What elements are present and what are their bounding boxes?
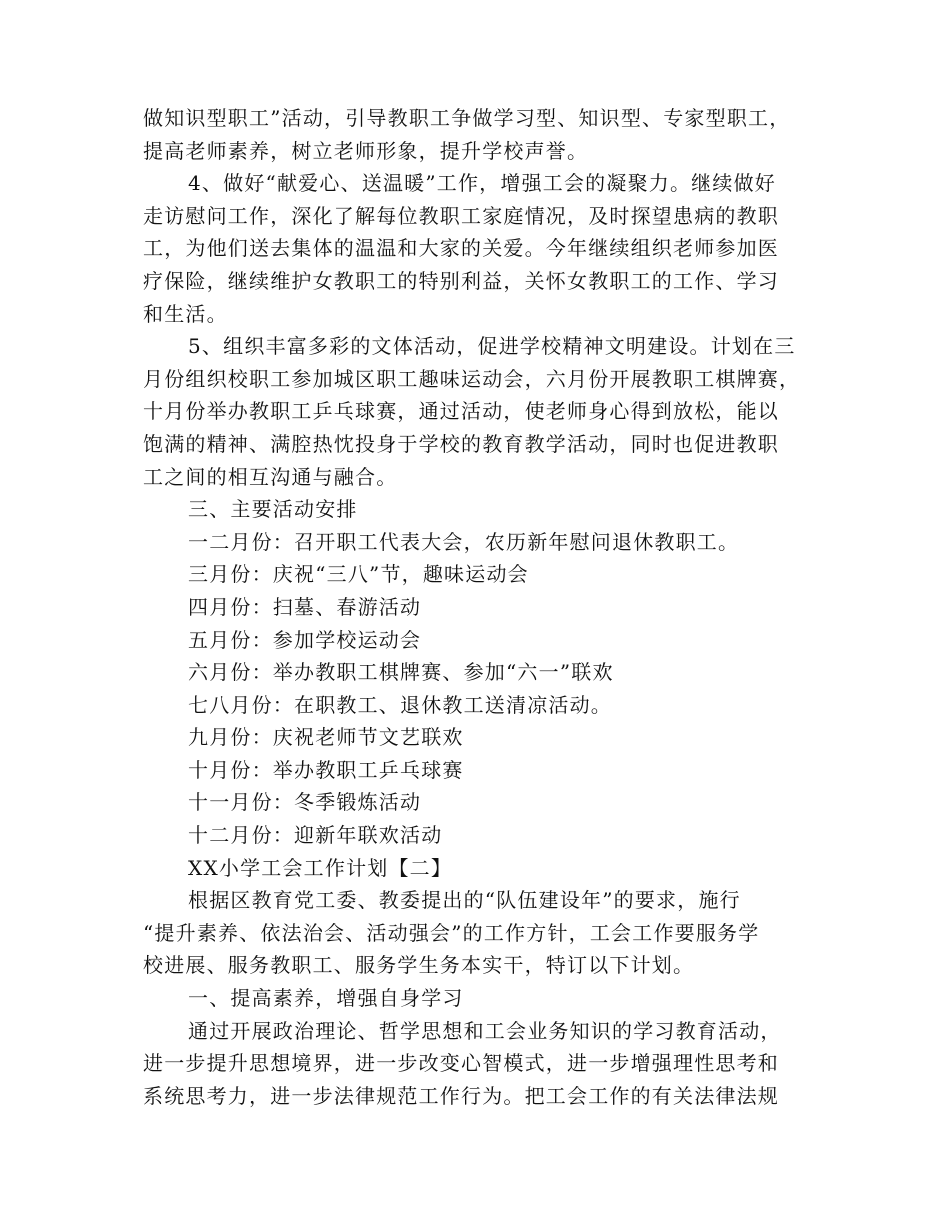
text-line: 饱满的精神、满腔热忱投身于学校的教育教学活动，同时也促进教职 [143,431,779,456]
text-line: 进一步提升思想境界，进一步改变心智模式，进一步增强理性思考和 [143,1051,779,1076]
text-line: “提升素养、依法治会、活动强会”的工作方针，工会工作要服务学 [143,920,760,945]
text-line: 工之间的相互沟通与融合。 [143,464,398,489]
text-line: 5、组织丰富多彩的文体活动，促进学校精神文明建设。计划在三 [188,334,796,359]
text-line: 十一月份：冬季锻炼活动 [188,790,422,815]
text-line: 十月份举办教职工乒乓球赛，通过活动，使老师身心得到放松，能以 [143,399,779,424]
text-line: 六月份：举办教职工棋牌赛、参加“六一”联欢 [188,660,614,685]
text-line: 做知识型职工”活动，引导教职工争做学习型、知识型、专家型职工， [143,106,791,130]
text-line: 系统思考力，进一步法律规范工作行为。把工会工作的有关法律法规 [143,1083,779,1108]
text-line: 工，为他们送去集体的温温和大家的关爱。今年继续组织老师参加医 [143,236,779,261]
text-line: 月份组织校职工参加城区职工趣味运动会，六月份开展教职工棋牌赛， [143,366,801,391]
text-line: XX小学工会工作计划【二】 [188,855,453,880]
text-line: 十月份：举办教职工乒乓球赛 [188,757,464,782]
text-line: 四月份：扫墓、春游活动 [188,594,422,619]
document-body [143,102,808,1112]
text-line: 九月份：庆祝老师节文艺联欢 [188,725,464,750]
text-line: 十二月份：迎新年联欢活动 [188,823,443,848]
text-line: 走访慰问工作，深化了解每位教职工家庭情况，及时探望患病的教职 [143,203,779,228]
text-line: 疗保险，继续维护女教职工的特别利益，关怀女教职工的工作、学习 [143,268,779,293]
text-line: 七八月份：在职教工、退休教工送清凉活动。 [188,692,612,717]
text-line: 和生活。 [143,301,228,326]
text-line: 三月份：庆祝“三八”节，趣味运动会 [188,562,529,587]
text-line: 三、主要活动安排 [188,497,358,522]
text-line: 五月份：参加学校运动会 [188,627,422,652]
text-line: 根据区教育党工委、教委提出的“队伍建设年”的要求，施行 [188,888,741,913]
text-line: 校进展、服务教职工、服务学生务本实干，特订以下计划。 [143,953,695,978]
text-line: 一、提高素养，增强自身学习 [188,986,464,1011]
text-line: 提高老师素养，树立老师形象，提升学校声誉。 [143,138,589,163]
text-line: 一二月份：召开职工代表大会，农历新年慰问退休教职工。 [188,529,740,554]
text-line: 通过开展政治理论、哲学思想和工会业务知识的学习教育活动， [188,1018,782,1043]
text-line: 4、做好“献爱心、送温暖”工作，增强工会的凝聚力。继续做好 [188,171,776,196]
